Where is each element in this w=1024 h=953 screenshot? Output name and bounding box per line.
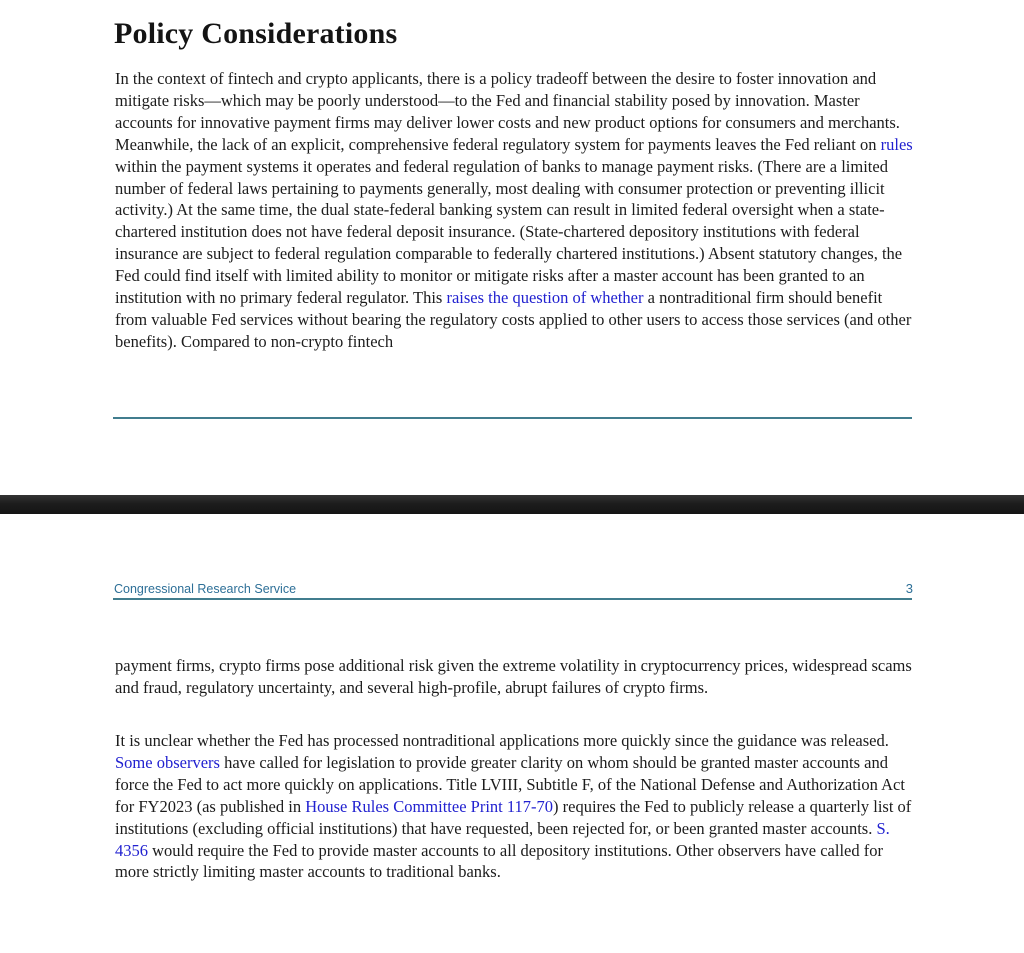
text-run: a nontraditional firm should benefit from valuable Fed services without bearing the regulatory costs applied to other users to access those services (and other benefits). Compared to non-crypto fintech: [115, 288, 912, 351]
text-run: It is unclear whether the Fed has processed nontraditional applications more quickly since the guidance was released.: [115, 731, 889, 750]
body-paragraph-2: [115, 655, 914, 699]
section-heading: Policy Considerations: [114, 17, 398, 50]
text-run: In the context of fintech and crypto applicants, there is a policy tradeoff between the desire to foster innovation and mitigate risks—which may be poorly understood—to the Fed and financial stability posed by innovation. Master accounts for innovative payment firms may deliver lower costs and new product options for consumers and merchants. Meanwhile, the lack of an explicit, comprehensive federal regulatory system for payments leaves the Fed reliant on: [115, 69, 900, 154]
s-4356-link[interactable]: S. 4356: [115, 818, 890, 860]
footer-publisher-label: Congressional Research Service: [114, 582, 297, 596]
text-run: have called for legislation to provide greater clarity on whom should be granted master accounts and force the Fed to act more quickly on applications. Title LVIII, Subtitle F, of the National Defense and Authorization Act for FY2023 (as published in: [115, 752, 905, 816]
page-footer: [114, 581, 913, 596]
raises-the-question-link[interactable]: raises the question of whether: [446, 288, 644, 308]
text-run: within the payment systems it operates and federal regulation of banks to manage payment risks. (There are a limited number of federal laws pertaining to payments generally, most dealing with consumer protection or preventing illicit activity.) At the same time, the dual state-federal banking system can result in limited federal oversight when a state-chartered institution does not have federal deposit insurance. (State-chartered depository institutions with federal insurance are subject to federal regulation comparable to federally chartered institutions.) Absent statutory changes, the Fed could find itself with limited ability to monitor or mitigate risks after a master account has been granted to an institution with no primary federal regulator. This: [115, 156, 903, 308]
some-observers-link[interactable]: Some observers: [115, 752, 220, 772]
text-run: payment firms, crypto firms pose additional risk given the extreme volatility in cryptocurrency prices, widespread scams and fraud, regulatory uncertainty, and several high-profile, abrupt failures of crypto firms.: [115, 656, 912, 697]
footer-rule: [113, 598, 912, 600]
body-paragraph-1: [115, 68, 914, 353]
body-paragraph-3: [115, 730, 914, 883]
footer-page-number: 3: [905, 581, 913, 596]
page-end-rule: [113, 417, 912, 419]
text-run: would require the Fed to provide master accounts to all depository institutions. Other observers have called for more strictly limiting master accounts to traditional banks.: [115, 840, 883, 882]
text-run: ) requires the Fed to publicly release a quarterly list of institutions (excluding official institutions) that have requested, been rejected for, or been granted master accounts.: [115, 796, 912, 838]
house-rules-committee-print-link[interactable]: House Rules Committee Print 117-70: [305, 796, 553, 816]
page-break-bar: [0, 495, 1024, 514]
rules-link[interactable]: rules: [880, 134, 913, 154]
